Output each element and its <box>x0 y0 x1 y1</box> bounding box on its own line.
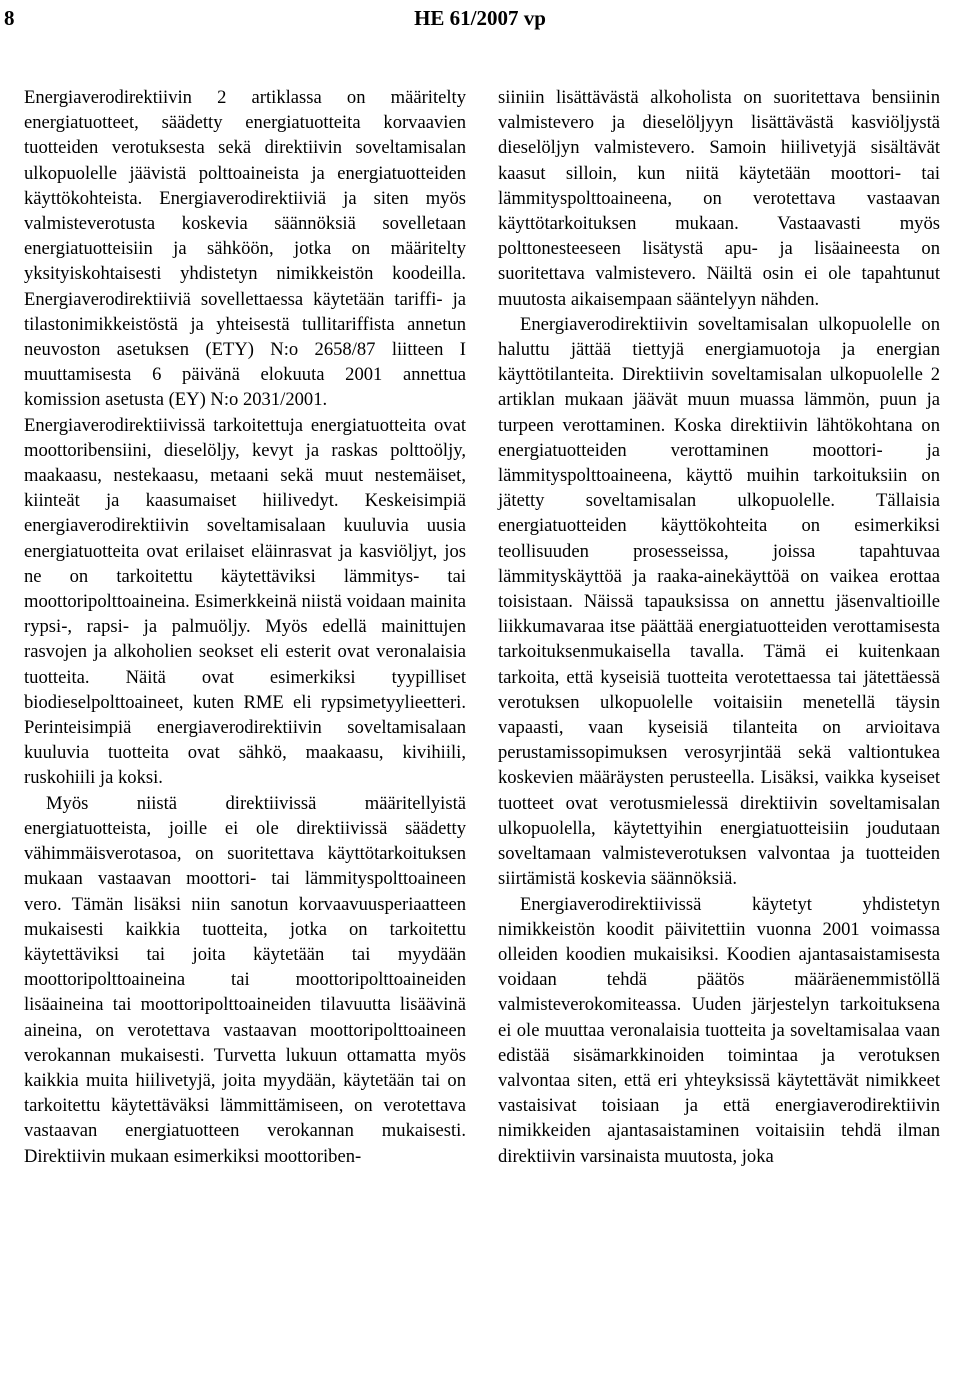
page-number: 8 <box>4 6 15 30</box>
paragraph: Energiaverodirektiivissä käytetyt yhdistetyn nimikkeistön koodit päivitettiin vuonna 2001 voimassa olleiden koodien mukaisiksi. Koodien ajantasaistamisesta voidaan tehdä päätös määräenemmistöllä valmisteverokomiteassa. Uuden järjestelyn tarkoituksena ei ole muuttaa veronalaisia tuotteita ja soveltamisalaa vaan edistää sisämarkkinoiden toimintaa ja verotuksen valvontaa siten, että eri yhteyksissä käytettävät nimikkeet vastaisivat toisiaan ja että energiaverodirektiivin nimikkeiden ajantasaistaminen voitaisiin tehdä ilman direktiivin varsinaista muutosta, joka <box>498 893 940 1167</box>
right-column <box>498 85 940 1169</box>
paragraph: Myös niistä direktiivissä määritellyistä energiatuotteista, joille ei ole direktiivissä säädetty vähimmäisverotasoa, on suoritettava käyttötarkoituksen mukaan vastaavan moottori- tai lämmityspolttoaineen vero. Tämän lisäksi niin sanotun korvaavuusperiaatteen mukaisesti kaikkia tuotteita, jotka on tarkoitettu käytettäviksi tai joita käytetään tai myydään moottoripolttoaineina tai moottoripolttoaineiden lisäaineina tai moottoripolttoaineiden tilavuutta lisäävinä aineina, on verotettava vastaavan moottoripolttoaineen verokannan mukaisesti. Turvetta lukuun ottamatta myös kaikkia muita hiilivetyjä, joita myydään, käytetään tai on tarkoitettu käytettäväksi lämmittämiseen, on verotettava vastaavan energiatuotteen verokannan mukaisesti. Direktiivin mukaan esimerkiksi moottoriben- <box>24 792 466 1167</box>
paragraph: Energiaverodirektiivissä tarkoitettuja energiatuotteita ovat moottoribensiini, dieselöljy, kevyt ja raskas polttoöljy, maakaasu, nestekaasu, metaani sekä muut nestemäiset, kiinteät ja kaasumaiset hiilivedyt. Keskeisimpiä energiaverodirektiivin soveltamisalaan kuuluvia uusia energiatuotteita ovat erilaiset eläinrasvat ja kasviöljyt, jos ne on tarkoitettu käytettäviksi lämmitys- tai moottoripolttoaineina. Esimerkkeinä niistä voidaan mainita rypsi-, rapsi- ja palmuöljy. Myös edellä mainittujen rasvojen ja alkoholien seokset eli esterit ovat veronalaisia tuotteita. Näitä ovat esimerkiksi tyypilliset biodieselpolttoaineet, kuten RME eli rypsimetyylieetteri. Perinteisimpiä energiaverodirektiivin soveltamisalaan kuuluvia tuotteita ovat sähkö, maakaasu, kivihiili, ruskohiili ja koksi. <box>24 414 466 789</box>
page-header <box>0 0 960 40</box>
paragraph: siiniin lisättävästä alkoholista on suoritettava bensiinin valmistevero ja dieselöljyyn lisättävästä kasviöljystä dieselöljyn valmistevero. Samoin hiilivetyjä sisältävät kaasut silloin, kun niitä käytetään moottori- tai lämmityspolttoaineena, on verotettava vastaavan käyttötarkoituksen mukaan. Vastaavasti myös polttonesteeseen lisätystä apu- ja lisäaineesta on suoritettava valmistevero. Näiltä osin ei ole tapahtunut muutosta aikaisempaan sääntelyyn nähden. <box>498 87 940 310</box>
paragraph: Energiaverodirektiivin 2 artiklassa on määritelty energiatuotteet, säädetty energiatuotteita korvaavien tuotteiden verotuksesta sekä direktiivin soveltamisalan ulkopuolelle jäävistä polttoaineista ja energiatuotteiden käyttökohteista. Energiaverodirektiiviä ja siten myös valmisteverotusta koskevia säännöksiä sovelletaan energiatuotteisiin ja sähköön, jotka on määritelty yksityiskohtaisesti yhdistetyn nimikkeistön koodeilla. Energiaverodirektiiviä sovellettaessa käytetään tariffi- ja tilastonimikkeistöstä ja yhteisestä tullitariffista annetun neuvoston asetuksen (ETY) N:o 2658/87 liitteen I muuttamisesta 6 päivänä elokuuta 2001 annettua komission asetusta (EY) N:o 2031/2001. <box>24 87 466 411</box>
document-id: HE 61/2007 vp <box>414 6 546 30</box>
paragraph: Energiaverodirektiivin soveltamisalan ulkopuolelle on haluttu jättää tiettyjä energiamuotoja ja energian käyttötilanteita. Direktiivin soveltamisalan ulkopuolelle 2 artiklan mukaan jäävät muun muassa lämmön, puun ja turpeen verottaminen. Koska direktiivin lähtökohtana on energiatuotteiden verottaminen moottori- ja lämmityspolttoaineena, käyttö muihin tarkoituksiin on jätetty soveltamisalan ulkopuolelle. Tällaisia energiatuotteiden käyttökohteita on esimerkiksi teollisuuden prosesseissa, joissa tapahtuvaa lämmityskäyttöä ja raaka-ainekäyttöä on vaikea erottaa toisistaan. Näissä tapauksissa on annettu jäsenvaltioille liikkumavaraa itse päättää energiatuotteiden verottamisesta tarkoituksenmukaisella tavalla. Tämä ei kuitenkaan tarkoita, että kyseisiä tuotteita verotettaessa tai jätettäessä verotuksen ulkopuolelle voitaisiin menetellä täysin vapaasti, vaan kyseisiä tilanteita on arvioitava perustamissopimuksen verosyrjintää sekä valtiontukea koskevien määräysten perusteella. Lisäksi, vaikka kyseiset tuotteet ovat verotusmielessä direktiivin soveltamisalan ulkopuolella, käytettyihin energiatuotteisiin joudutaan soveltamaan valmisteverotuksen valvontaa ja tuotteiden siirtämistä koskevia säännöksiä. <box>498 313 940 890</box>
left-column <box>24 85 466 1169</box>
